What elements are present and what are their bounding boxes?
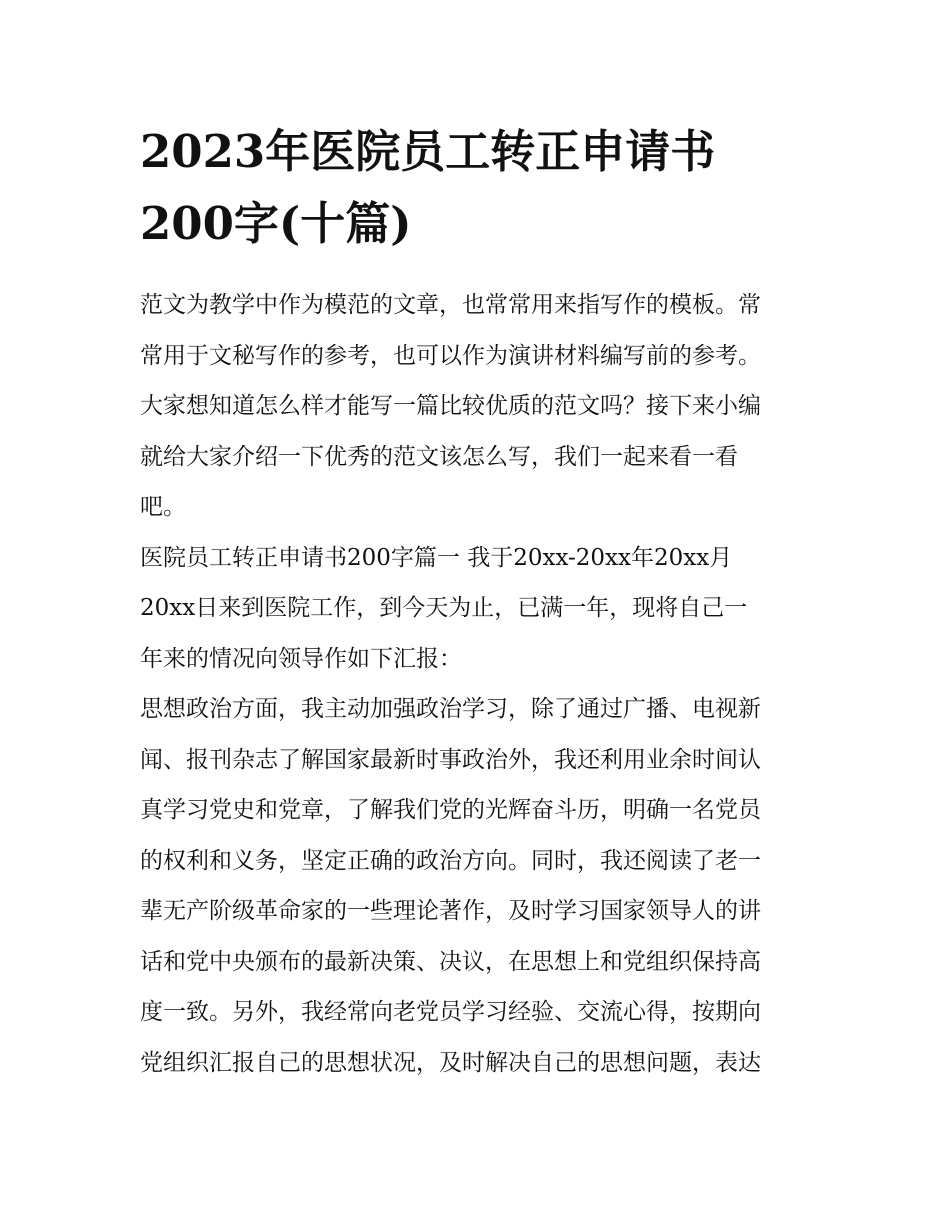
text-line: 吧。: [140, 494, 186, 520]
document-title-line: 2023年医院员工转正申请书: [140, 125, 716, 178]
text-line: 的权利和义务，坚定正确的政治方向。同时，我还阅读了老一: [140, 847, 761, 874]
text-line: 范文为教学中作为模范的文章，也常常用来指写作的模板。常: [140, 292, 761, 318]
text-line: 医院员工转正申请书200字篇一 我于20xx-20xx年20xx月: [140, 544, 733, 571]
text-line: 大家想知道怎么样才能写一篇比较优质的范文吗？接下来小编: [140, 393, 761, 419]
text-line: 真学习党史和党章，了解我们党的光辉奋斗历，明确一名党员: [140, 797, 761, 823]
text-line: 就给大家介绍一下优秀的范文该怎么写，我们一起来看一看: [140, 443, 738, 470]
document-title-line: 200字(十篇): [140, 197, 412, 250]
text-line: 20xx日来到医院工作，到今天为止，已满一年，现将自己一: [140, 595, 748, 621]
text-line: 党组织汇报自己的思想状况，及时解决自己的思想问题，表达: [140, 1049, 761, 1076]
document-body: [140, 116, 816, 1088]
text-line: 闻、报刊杂志了解国家最新时事政治外，我还利用业余时间认: [140, 746, 761, 773]
political-thought-paragraph: [140, 684, 816, 1088]
text-line: 辈无产阶级革命家的一些理论著作，及时学习国家领导人的讲: [140, 898, 761, 924]
intro-paragraph: [140, 280, 816, 533]
text-line: 度一致。另外，我经常向老党员学习经验、交流心得，按期向: [140, 999, 761, 1025]
text-line: 话和党中央颁布的最新决策、决议，在思想上和党组织保持高: [140, 948, 761, 975]
article-opening-paragraph: [140, 533, 816, 685]
text-line: 常用于文秘写作的参考，也可以作为演讲材料编写前的参考。: [140, 342, 761, 369]
document-title: [140, 116, 816, 260]
text-line: 思想政治方面，我主动加强政治学习，除了通过广播、电视新: [140, 696, 761, 722]
text-line: 年来的情况向领导作如下汇报：: [140, 645, 462, 672]
